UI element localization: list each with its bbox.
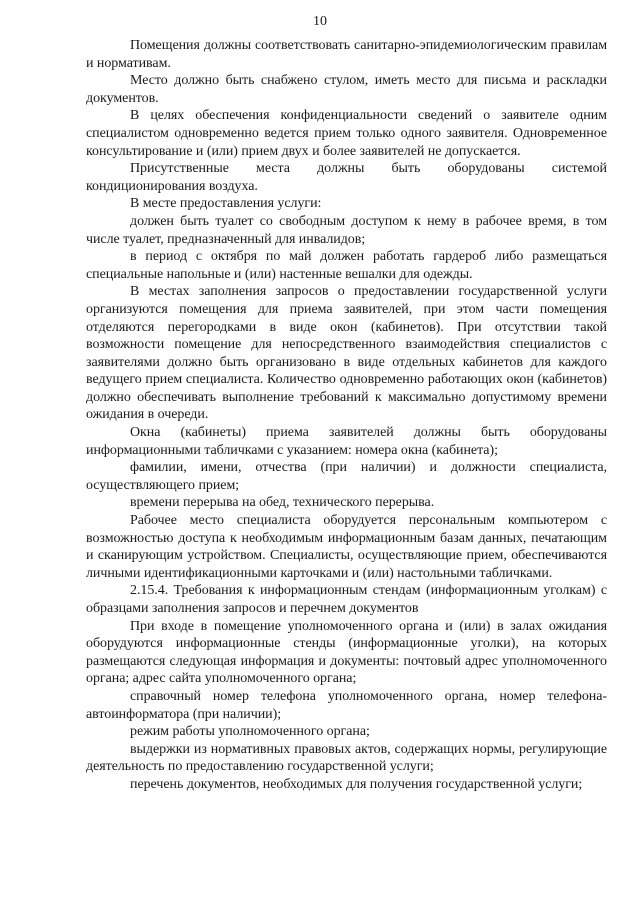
paragraph-work-schedule: режим работы уполномоченного органа; — [130, 724, 370, 740]
paragraph-wardrobe: в период с октября по май должен работать гардероб либо размещаться специальные напольные и (или) настенные вешалки для одежды. — [86, 249, 607, 282]
paragraph-air-conditioning: Присутственные места должны быть оборудованы системой кондиционирования воздуха. — [86, 161, 607, 194]
paragraph-toilet: должен быть туалет со свободным доступом к нему в рабочее время, в том числе туалет, предназначенный для инвалидов; — [86, 213, 607, 247]
paragraph-confidentiality: В целях обеспечения конфиденциальности сведений о заявителе одним специалистом одновременно ведется прием только одного заявителя. Одновременное консультирование и (или) прием двух и более заявителей не допускается. — [86, 108, 607, 159]
document-body — [86, 37, 607, 794]
paragraph-window-plates: Окна (кабинеты) приема заявителей должны быть оборудованы информационными табличками с указанием: номера окна (кабинета); — [86, 425, 607, 458]
paragraph-service-place: В месте предоставления услуги: — [130, 196, 322, 212]
paragraph-document-list: перечень документов, необходимых для получения государственной услуги; — [130, 776, 583, 792]
paragraph-legal-extracts: выдержки из нормативных правовых актов, содержащих нормы, регулирующие деятельность по предоставлению государственной услуги; — [86, 741, 607, 775]
paragraph-workplace-computer: Рабочее место специалиста оборудуется персональным компьютером с возможностью доступа к необходимым информационным базам данных, печатающим и сканирующим устройством. Специалисты, осуществляющие прием, обеспечиваются личными идентификационными карточками и (или) настольными табличками. — [86, 513, 607, 581]
paragraph-premises-norms: Помещения должны соответствовать санитарно-эпидемиологическим правилам и нормативам. — [86, 38, 607, 71]
paragraph-info-stands: При входе в помещение уполномоченного органа и (или) в залах ожидания оборудуются информационные стенды (информационные уголки), на которых размещаются следующая информация и документы: почтовый адрес уполномоченного органа; адрес сайта уполномоченного органа; — [86, 618, 607, 687]
paragraph-specialist-name: фамилии, имени, отчества (при наличии) и должности специалиста, осуществляющего прием; — [86, 460, 607, 493]
section-heading-2-15-4: 2.15.4. Требования к информационным стендам (информационным уголкам) с образцами заполнения запросов и перечнем документов — [86, 583, 607, 616]
paragraph-phone-number: справочный номер телефона уполномоченного органа, номер телефона-автоинформатора (при наличии); — [86, 688, 607, 722]
paragraph-workplace-chair: Место должно быть снабжено стулом, иметь место для письма и раскладки документов. — [86, 73, 607, 106]
paragraph-request-rooms: В местах заполнения запросов о предоставлении государственной услуги организуются помещения для приема заявителей, при этом части помещения отделяются перегородками в виде окон (кабинетов). При отсутствии такой возможности помещение для непосредственного взаимодействия специалистов с заявителями должно быть организовано в виде отдельных кабинетов для каждого ведущего прием специалиста. Количество одновременно работающих окон (кабинетов) должно обеспечивать выполнение требований к максимально допустимому времени ожидания в очереди. — [86, 284, 607, 423]
paragraph-break-time: времени перерыва на обед, технического перерыва. — [130, 495, 435, 511]
page-number: 10 — [313, 14, 327, 29]
